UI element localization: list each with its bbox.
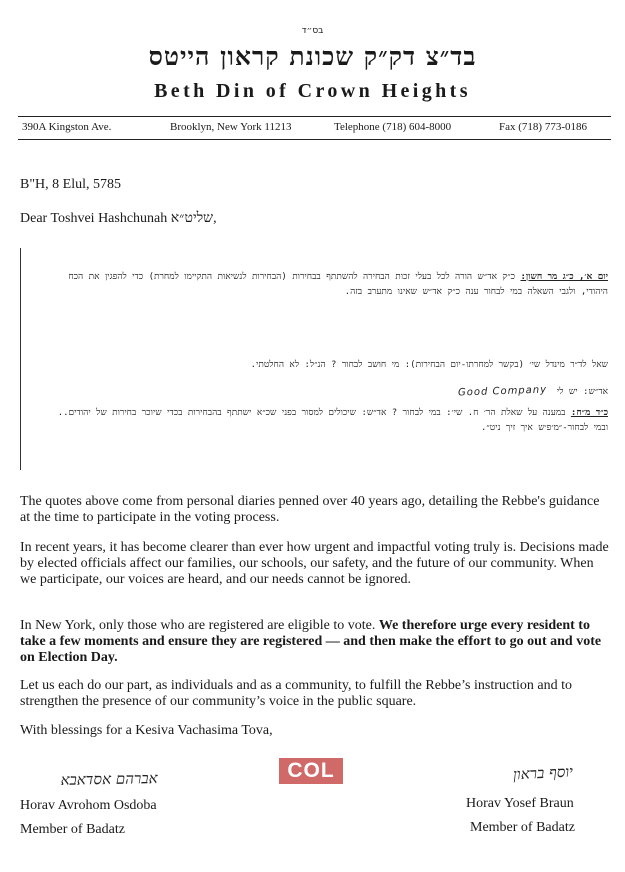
paragraph-2: In recent years, it has become clearer than ever how urgent and impactful voting truly is. Decisions made by elected officials affect our families, our schools, our safety, and the future of our community. When we participate, our voices are heard, and our needs cannot be ignored. xyxy=(20,540,609,587)
fax: Fax (718) 773-0186 xyxy=(499,121,587,133)
bsd-mark: בס״ד xyxy=(301,26,324,36)
col-watermark-logo: COL xyxy=(279,758,343,784)
quote-1-label: יום א׳, כ״ג מר חשון: xyxy=(520,272,608,282)
salutation-heb: שליט״א xyxy=(170,210,214,226)
signer-right-name: Horav Yosef Braun xyxy=(466,796,574,811)
salutation-en: Dear Toshvei Hashchunah xyxy=(20,211,168,226)
signature-right-handwritten: יוסף בראון xyxy=(512,762,574,784)
signer-left-role: Member of Badatz xyxy=(20,822,125,837)
paragraph-3-bold: We therefore urge every resident to take a few moments and ensure they are registered — and then make the effort to go out and vote on Election Day. xyxy=(20,618,602,665)
paragraph-1: The quotes above come from personal diaries penned over 40 years ago, detailing the Rebbe's guidance at the time to participate in the voting process. xyxy=(20,494,600,525)
address-row xyxy=(0,121,625,137)
paragraph-3 xyxy=(20,618,612,666)
quote-4-label: כ״ד מ״ח: xyxy=(570,408,608,418)
closing-line: With blessings for a Kesiva Vachasima Tova, xyxy=(20,723,273,738)
header-rule-top xyxy=(18,116,611,117)
quote-1 xyxy=(43,270,608,300)
quote-3-handwritten: Good Company xyxy=(457,384,548,399)
paragraph-4: Let us each do our part, as individuals and as a community, to fulfill the Rebbe’s instruction and to strengthen the presence of our community’s voice in the public square. xyxy=(20,678,572,709)
diary-quotes xyxy=(20,248,616,470)
hebrew-title: בד״צ דק״ק שכונת קראון הייטס xyxy=(148,42,477,71)
quote-3 xyxy=(43,384,608,400)
quote-3-text: אד״ש: יש לי xyxy=(556,387,608,397)
telephone: Telephone (718) 604-8000 xyxy=(334,121,452,133)
quote-2: שאל לד״ר מינדל שי׳ (בקשר למחרתו-יום הבחירות): מי חושב לבחור ? הנ״ל: לא החלטתי. xyxy=(250,360,608,370)
salutation xyxy=(20,210,217,227)
paragraph-3-plain: In New York, only those who are registered are eligible to vote. xyxy=(20,618,376,633)
header-rule-bottom xyxy=(18,139,611,140)
signature-left-handwritten: אברהם אסדאבא xyxy=(60,769,158,789)
quote-4 xyxy=(43,406,608,436)
english-title: Beth Din of Crown Heights xyxy=(154,80,471,102)
letter-date: B"H, 8 Elul, 5785 xyxy=(20,177,121,192)
city-address: Brooklyn, New York 11213 xyxy=(170,121,292,133)
salutation-end: , xyxy=(213,211,217,226)
signer-left-name: Horav Avrohom Osdoba xyxy=(20,798,157,813)
signer-right-role: Member of Badatz xyxy=(470,820,575,835)
quote-4-text: במענה על שאלת הר׳ ח. שי׳: במי לבחור ? אד״ש: שיכולים למסור בפני שכ״א ישתתף בהבחירות בכדי שיוכר בחירות של יהודים.. ובמי לבחור-״מ׳פ׳ש איך זיך ניט״. xyxy=(57,408,608,433)
street-address: 390A Kingston Ave. xyxy=(22,121,112,133)
quote-1-text: כ״ק אד״ש הורה לכל בעלי זכות הבחירה להשתתף בבחירות (הבחירות לנשיאות התקיימו למחרת) כדי להפגין את הכח היהודי, ולגבי השאלה במי לבחור ענה כ״ק אד״ש שאינו מתערב בזה. xyxy=(68,272,608,297)
